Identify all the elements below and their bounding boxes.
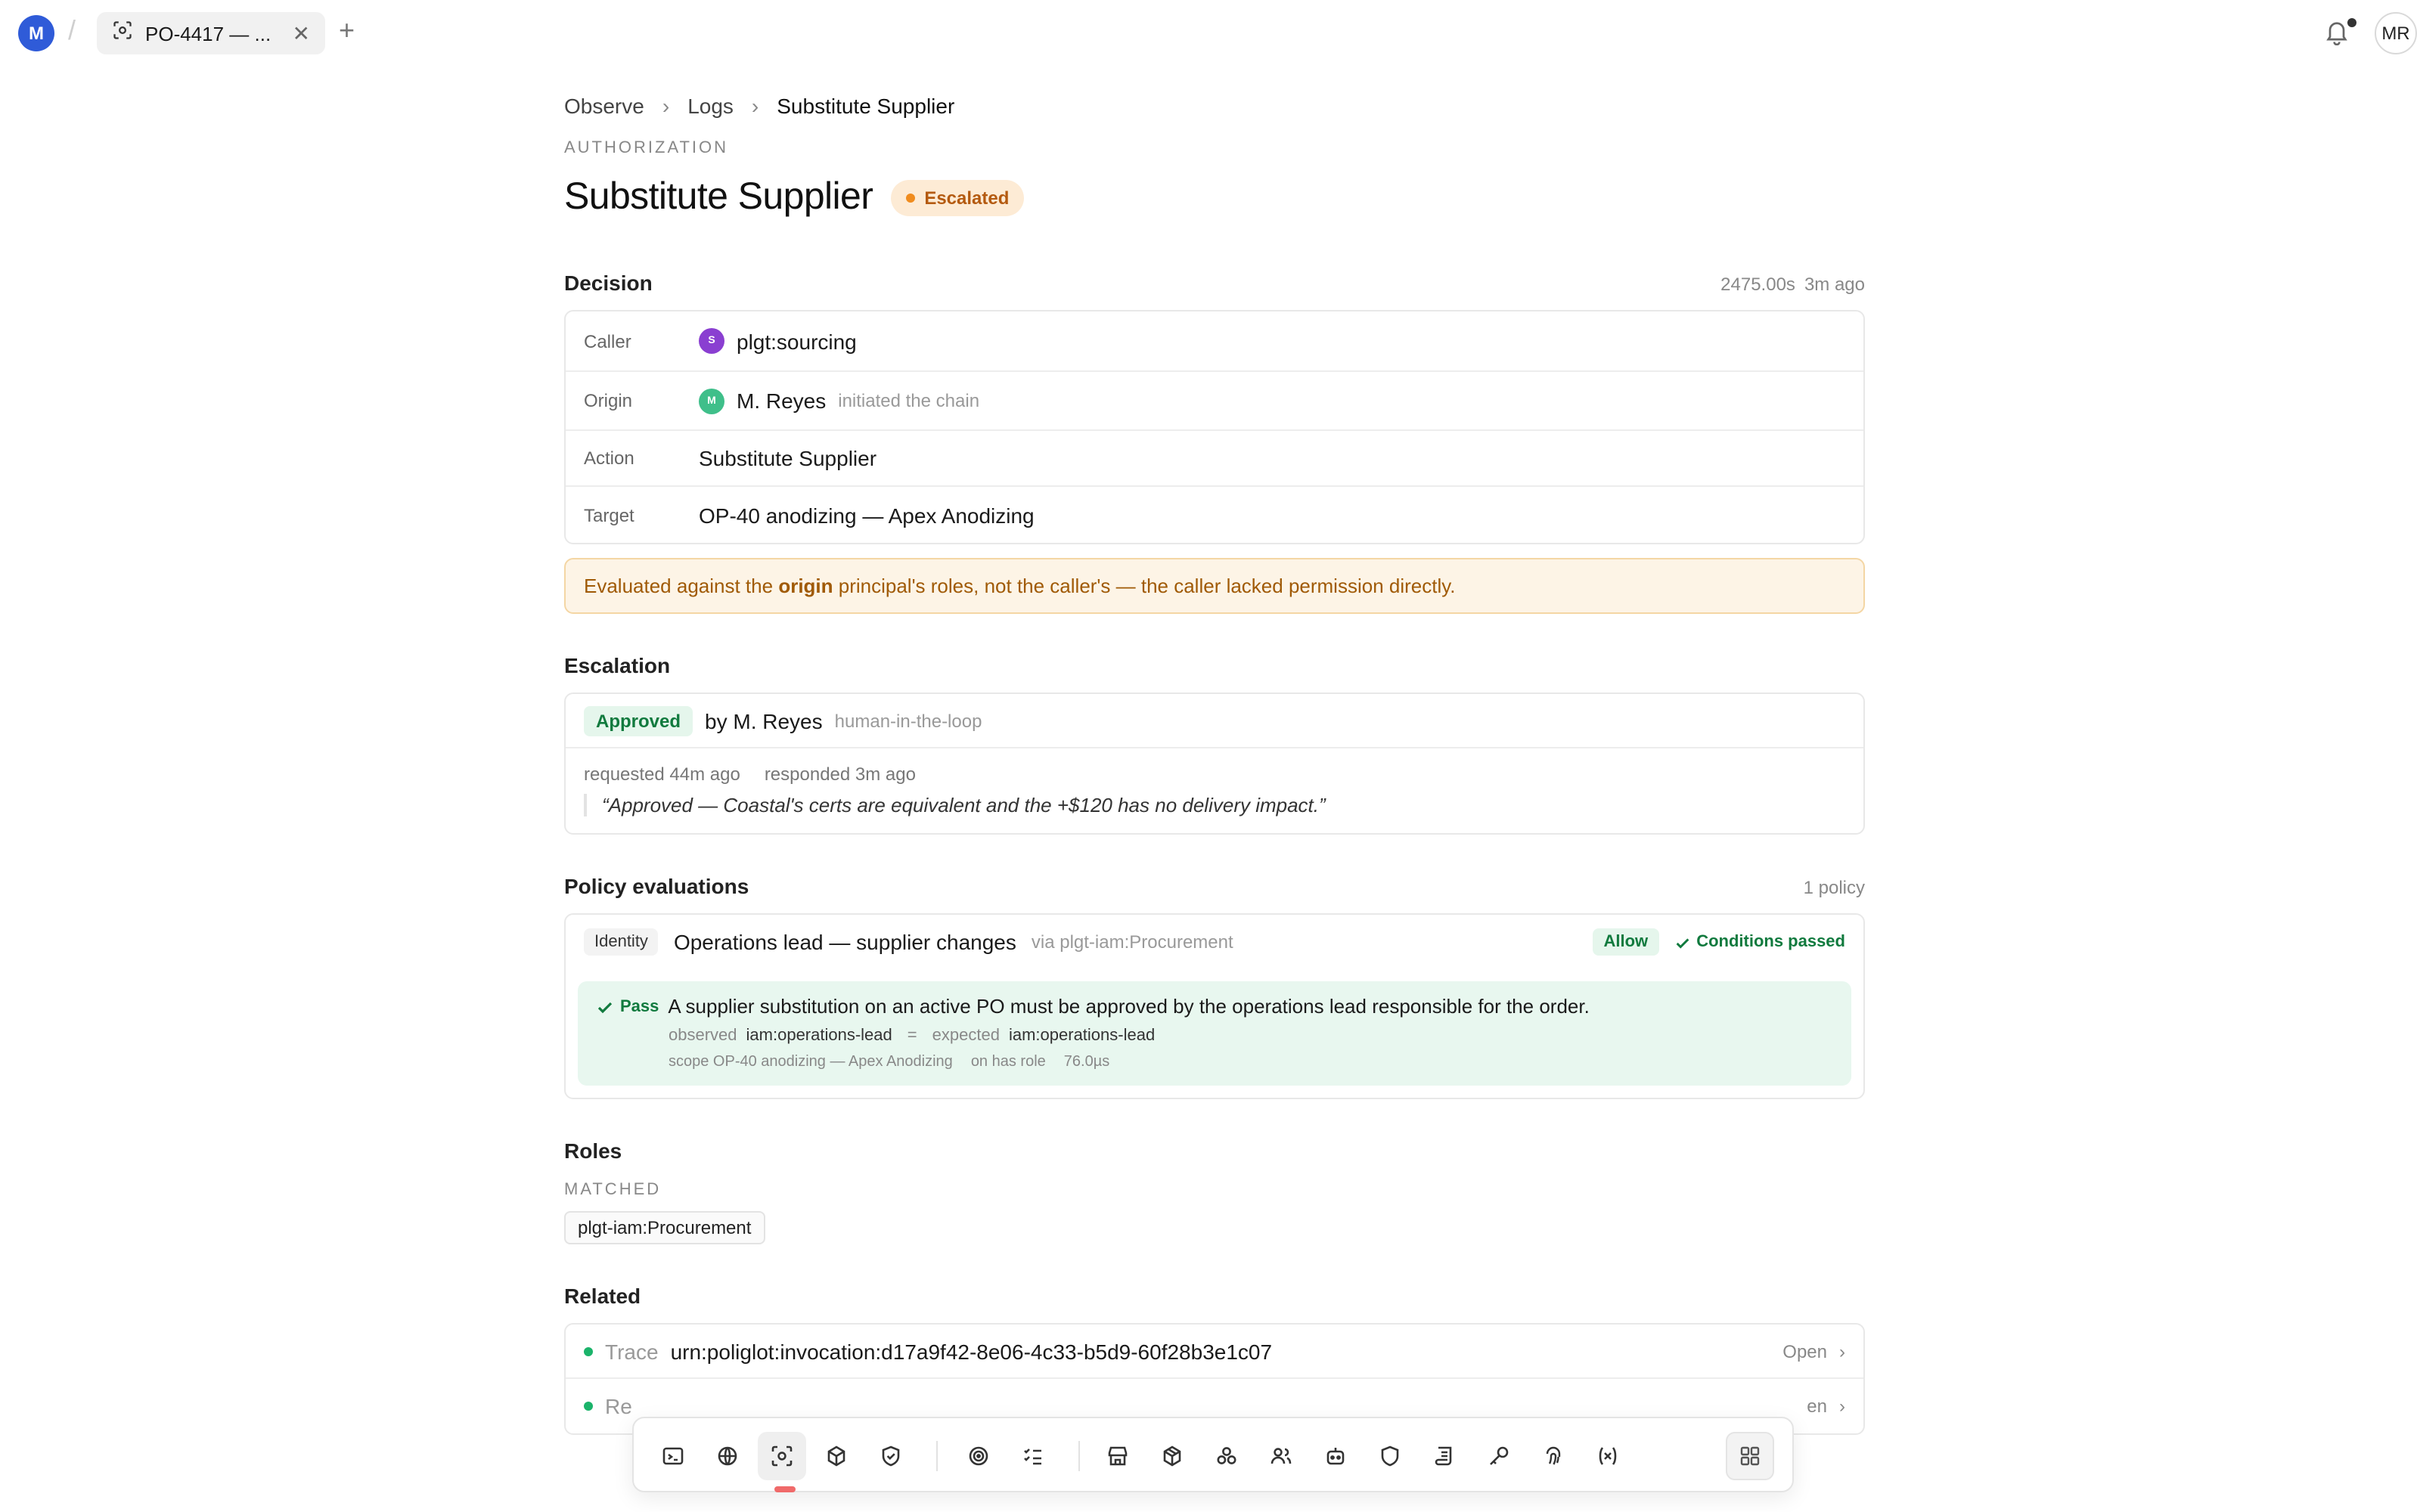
approval-quote: “Approved — Coastal's certs are equivalent and the +$120 has no delivery impact.” bbox=[584, 794, 1845, 816]
scroll-icon[interactable] bbox=[1420, 1432, 1469, 1480]
decision-title: Decision bbox=[564, 271, 653, 295]
related-row[interactable] bbox=[566, 1325, 1863, 1379]
action-label: Action bbox=[584, 448, 634, 469]
policy-on: on has role bbox=[970, 1054, 1046, 1070]
policy-timing: 76.0µs bbox=[1063, 1054, 1110, 1070]
chevron-right-icon: › bbox=[662, 94, 670, 118]
chevron-right-icon: › bbox=[1839, 1340, 1845, 1362]
action-row bbox=[566, 431, 1863, 487]
policy-count: 1 policy bbox=[1803, 877, 1865, 898]
policy-via: via plgt-iam:Procurement bbox=[1031, 931, 1233, 953]
origin-notice bbox=[564, 558, 1865, 614]
notification-dot bbox=[2347, 18, 2356, 27]
expected-value: iam:operations-lead bbox=[1008, 1027, 1156, 1045]
decision-ago: 3m ago bbox=[1804, 274, 1865, 295]
cluster-icon[interactable] bbox=[1202, 1432, 1251, 1480]
active-indicator bbox=[774, 1486, 796, 1492]
policy-card bbox=[564, 913, 1865, 1099]
related-section bbox=[564, 1284, 1865, 1435]
users-icon[interactable] bbox=[1257, 1432, 1305, 1480]
policy-rule: A supplier substitution on an active PO must be approved by the operations lead responsible for the order. bbox=[668, 995, 1590, 1018]
top-bar bbox=[0, 0, 2420, 67]
action-value: Substitute Supplier bbox=[699, 446, 877, 470]
origin-value[interactable]: M. Reyes bbox=[737, 389, 827, 413]
responded-time: responded 3m ago bbox=[764, 764, 916, 785]
notice-post: principal's roles, not the caller's — the caller lacked permission directly. bbox=[833, 575, 1456, 597]
policy-section bbox=[564, 874, 1865, 1099]
origin-row bbox=[566, 372, 1863, 431]
variable-icon[interactable] bbox=[1584, 1432, 1632, 1480]
related-label: Re bbox=[605, 1394, 632, 1418]
related-open[interactable]: en bbox=[1807, 1396, 1827, 1417]
breadcrumb-logs[interactable]: Logs bbox=[687, 94, 734, 118]
bottom-dock bbox=[632, 1417, 1794, 1492]
policy-name: Operations lead — supplier changes bbox=[673, 930, 1016, 954]
breadcrumb bbox=[564, 85, 1865, 127]
shield-icon[interactable] bbox=[1366, 1432, 1414, 1480]
escalation-card bbox=[564, 692, 1865, 835]
pass-badge bbox=[596, 997, 659, 1015]
pass-box bbox=[578, 981, 1851, 1086]
key-icon[interactable] bbox=[1475, 1432, 1523, 1480]
role-chip[interactable]: plgt-iam:Procurement bbox=[564, 1211, 765, 1244]
approved-badge: Approved bbox=[584, 705, 693, 736]
check-icon bbox=[596, 997, 614, 1015]
user-avatar[interactable]: MR bbox=[2375, 12, 2417, 54]
status-badge bbox=[891, 179, 1024, 215]
target-value: OP-40 anodizing — Apex Anodizing bbox=[699, 503, 1035, 527]
dock-divider bbox=[936, 1441, 938, 1471]
caller-label: Caller bbox=[584, 330, 631, 352]
related-dot bbox=[584, 1346, 593, 1356]
package-icon[interactable] bbox=[1148, 1432, 1196, 1480]
pass-label: Pass bbox=[620, 997, 659, 1015]
terminal-icon[interactable] bbox=[649, 1432, 697, 1480]
breadcrumb-current: Substitute Supplier bbox=[777, 94, 955, 118]
bot-icon[interactable] bbox=[1311, 1432, 1360, 1480]
breadcrumb-observe[interactable]: Observe bbox=[564, 94, 644, 118]
tab-active[interactable] bbox=[97, 12, 325, 54]
cube-icon[interactable] bbox=[812, 1432, 861, 1480]
tab-title: PO-4417 — ... bbox=[145, 22, 271, 45]
conditions-badge bbox=[1674, 933, 1845, 951]
policy-scope: scope OP-40 anodizing — Apex Anodizing bbox=[669, 1054, 953, 1070]
chevron-right-icon: › bbox=[1839, 1396, 1845, 1417]
status-badge-label: Escalated bbox=[924, 187, 1010, 208]
policy-effect-badge: Allow bbox=[1593, 928, 1659, 956]
observed-value: iam:operations-lead bbox=[746, 1027, 892, 1045]
conditions-label: Conditions passed bbox=[1696, 933, 1845, 951]
policy-header[interactable] bbox=[566, 915, 1863, 969]
origin-avatar: M bbox=[699, 388, 724, 414]
caller-avatar: S bbox=[699, 328, 724, 354]
target-row bbox=[566, 487, 1863, 543]
roles-section bbox=[564, 1139, 1865, 1244]
check-icon bbox=[1674, 934, 1690, 950]
decision-duration: 2475.00s bbox=[1720, 274, 1795, 295]
policy-type-tag: Identity bbox=[584, 928, 659, 956]
policy-title: Policy evaluations bbox=[564, 874, 749, 898]
escalation-title: Escalation bbox=[564, 653, 671, 677]
origin-label: Origin bbox=[584, 390, 633, 411]
fingerprint-icon[interactable] bbox=[1529, 1432, 1578, 1480]
status-dot bbox=[906, 193, 915, 202]
scan-icon bbox=[112, 19, 133, 48]
dock-divider bbox=[1078, 1441, 1080, 1471]
checklist-icon[interactable] bbox=[1009, 1432, 1057, 1480]
expected-label: expected bbox=[932, 1027, 1000, 1045]
target-icon[interactable] bbox=[954, 1432, 1003, 1480]
related-dot bbox=[584, 1402, 593, 1411]
roles-eyebrow: MATCHED bbox=[564, 1181, 662, 1199]
observed-label: observed bbox=[669, 1027, 737, 1045]
globe-icon[interactable] bbox=[703, 1432, 752, 1480]
observed-expected bbox=[669, 1027, 1833, 1045]
caller-value[interactable]: plgt:sourcing bbox=[737, 329, 857, 353]
target-label: Target bbox=[584, 504, 634, 525]
related-open[interactable]: Open bbox=[1782, 1340, 1827, 1362]
divider-slash: / bbox=[68, 15, 76, 45]
escalation-section bbox=[564, 653, 1865, 835]
new-tab-button[interactable]: + bbox=[339, 15, 355, 45]
escalation-mode: human-in-the-loop bbox=[834, 710, 982, 731]
decision-card bbox=[564, 310, 1865, 544]
app-logo[interactable]: M bbox=[18, 15, 54, 51]
chevron-right-icon: › bbox=[751, 94, 759, 118]
notice-bold: origin bbox=[778, 575, 833, 597]
page-title: Substitute Supplier bbox=[564, 175, 873, 218]
equals-sign: = bbox=[907, 1027, 917, 1045]
main-content bbox=[564, 85, 1865, 1435]
requested-time: requested 44m ago bbox=[584, 764, 740, 785]
approver: by M. Reyes bbox=[705, 708, 823, 733]
related-label: Trace bbox=[605, 1339, 659, 1363]
grid-icon[interactable] bbox=[1726, 1432, 1774, 1480]
origin-note: initiated the chain bbox=[838, 390, 980, 411]
scan-icon[interactable] bbox=[758, 1432, 806, 1480]
caller-row bbox=[566, 311, 1863, 372]
notice-pre: Evaluated against the bbox=[584, 575, 779, 597]
decision-section bbox=[564, 271, 1865, 614]
close-icon[interactable]: ✕ bbox=[292, 20, 310, 45]
related-title: Related bbox=[564, 1284, 641, 1308]
page-eyebrow: AUTHORIZATION bbox=[564, 139, 729, 157]
shield-check-icon[interactable] bbox=[867, 1432, 915, 1480]
roles-title: Roles bbox=[564, 1139, 622, 1163]
policy-scope-line bbox=[669, 1054, 1833, 1070]
related-value: urn:poliglot:invocation:d17a9f42-8e06-4c33-b5d9-60f28b3e1c07 bbox=[670, 1339, 1273, 1363]
store-icon[interactable] bbox=[1094, 1432, 1142, 1480]
